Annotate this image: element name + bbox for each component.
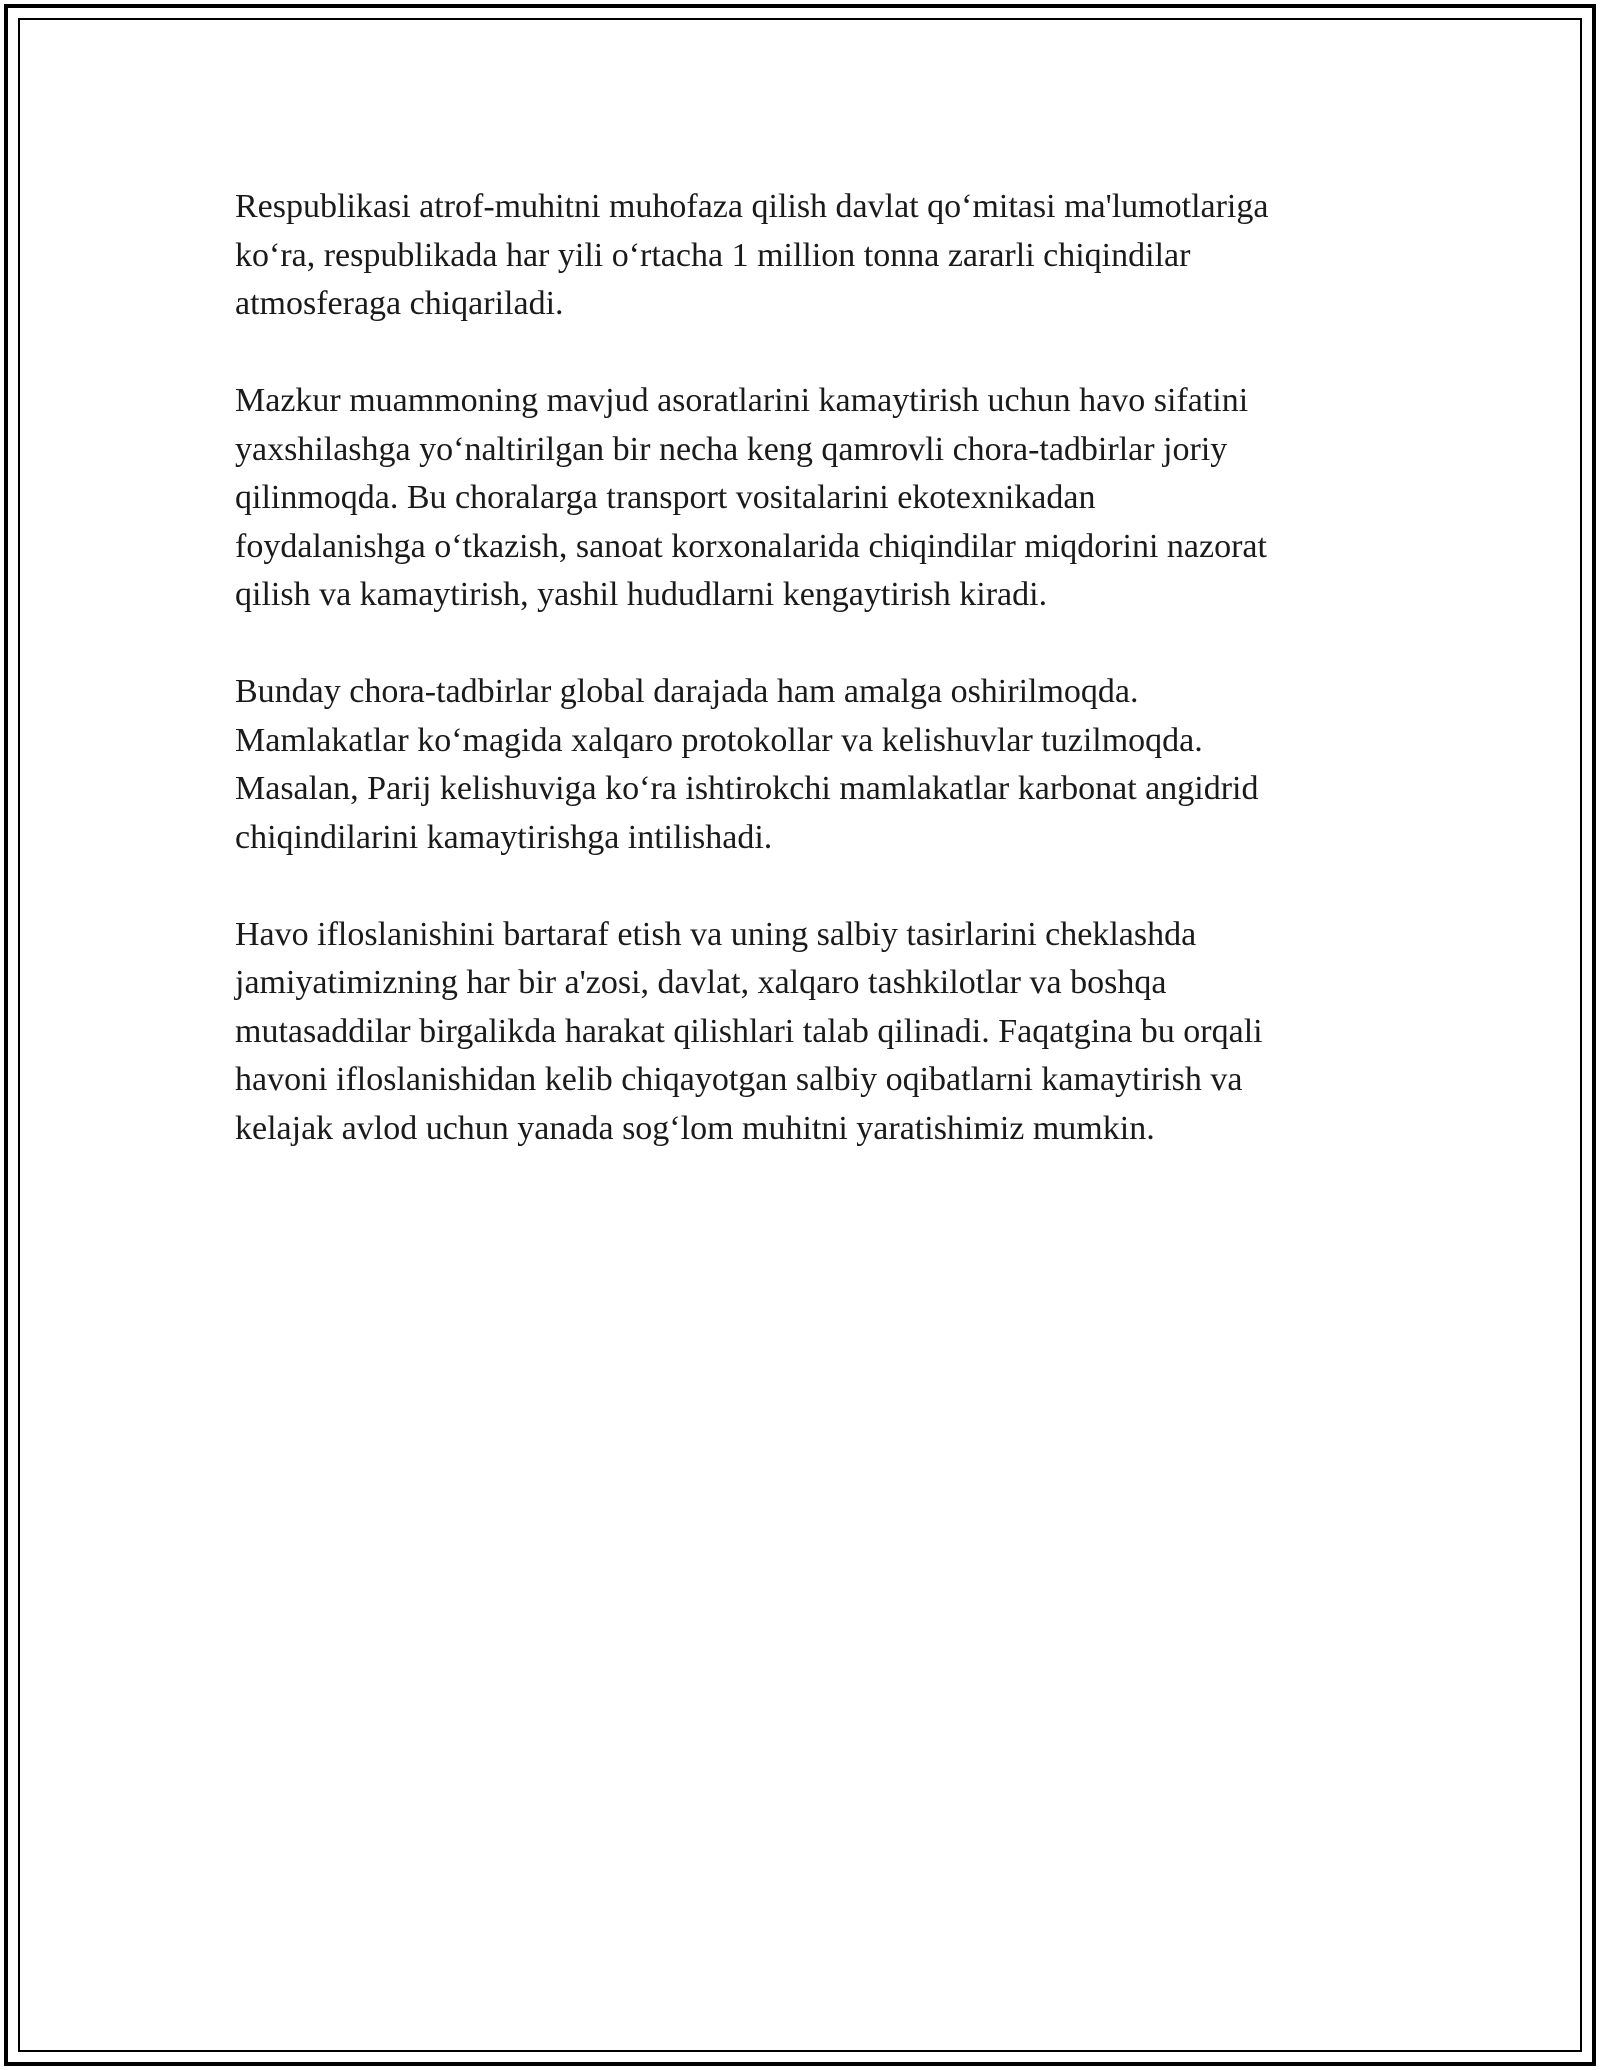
text-line: Havo ifloslanishini bartaraf etish va uning salbiy tasirlarini cheklashda <box>235 915 1197 953</box>
text-line: ko‘ra, respublikada har yili o‘rtacha 1 million tonna zararli chiqindilar <box>235 236 1191 274</box>
text-line: Masalan, Parij kelishuviga ko‘ra ishtirokchi mamlakatlar karbonat angidrid <box>235 770 1259 807</box>
text-line: Bunday chora-tadbirlar global darajada ham amalga oshirilmoqda. <box>235 673 1139 710</box>
paragraph <box>235 377 1380 620</box>
text-line: atmosferaga chiqariladi. <box>235 285 564 322</box>
text-line: Respublikasi atrof-muhitni muhofaza qilish davlat qo‘mitasi ma'lumotlariga <box>235 188 1269 225</box>
text-line: foydalanishga o‘tkazish, sanoat korxonalarida chiqindilar miqdorini nazorat <box>235 527 1267 565</box>
text-line: jamiyatimizning har bir a'zosi, davlat, xalqaro tashkilotlar va boshqa <box>235 964 1167 1001</box>
text-line: kelajak avlod uchun yanada sog‘lom muhitni yaratishimiz mumkin. <box>235 1109 1155 1147</box>
text-line: mutasaddilar birgalikda harakat qilishlari talab qilinadi. Faqatgina bu orqali <box>235 1012 1263 1050</box>
text-line: havoni ifloslanishidan kelib chiqayotgan salbiy oqibatlarni kamaytirish va <box>235 1061 1243 1098</box>
paragraph <box>235 668 1380 862</box>
text-line: yaxshilashga yo‘naltirilgan bir necha keng qamrovli chora-tadbirlar joriy <box>235 430 1228 468</box>
document-body <box>235 183 1380 1202</box>
paragraph <box>235 183 1380 329</box>
text-line: chiqindilarini kamaytirishga intilishadi. <box>235 818 773 856</box>
text-line: Mamlakatlar ko‘magida xalqaro protokollar va kelishuvlar tuzilmoqda. <box>235 721 1203 759</box>
paragraph <box>235 911 1380 1154</box>
text-line: qilinmoqda. Bu choralarga transport vositalarini ekotexnikadan <box>235 479 1096 516</box>
text-line: Mazkur muammoning mavjud asoratlarini kamaytirish uchun havo sifatini <box>235 382 1249 419</box>
text-line: qilish va kamaytirish, yashil hududlarni kengaytirish kiradi. <box>235 576 1048 613</box>
